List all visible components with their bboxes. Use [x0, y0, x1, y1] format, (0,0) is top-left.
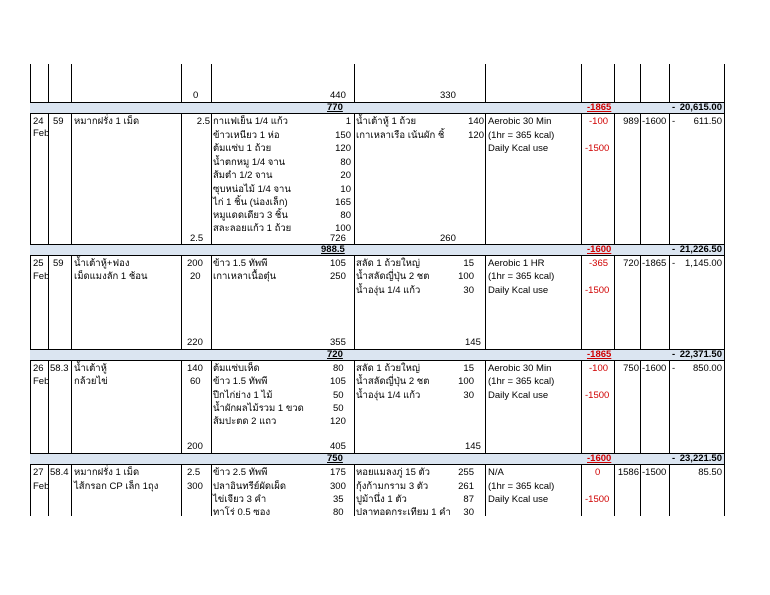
dash: -	[672, 363, 676, 374]
money: 850.00	[692, 363, 722, 374]
breakfast-cal: 140	[187, 363, 203, 374]
subtotal: 145	[465, 441, 481, 452]
daily-balance: -1600	[642, 116, 667, 127]
dinner-item: ปลาทอดกระเทียม 1 คำ	[356, 507, 451, 518]
subtotal: 145	[465, 337, 481, 348]
gridline	[71, 64, 72, 516]
lunch-cal: 80	[333, 507, 344, 518]
month: Feb	[33, 481, 50, 492]
dash: -	[672, 453, 676, 464]
row-border	[30, 349, 724, 350]
gridline	[211, 64, 212, 516]
lunch-item: ต้มแซ่บเห็ด	[213, 363, 260, 374]
month: Feb	[33, 271, 50, 282]
breakfast-cal: 60	[190, 376, 201, 387]
food-total: 750	[327, 453, 343, 464]
total-row-bg	[30, 453, 724, 464]
exercise-item: Aerobic 30 Min	[488, 363, 552, 374]
dinner-cal: 255	[458, 467, 474, 478]
dinner-item: น้ำสลัดญี่ปุ่น 2 ชต	[356, 271, 430, 282]
exercise-item: (1hr = 365 kcal)	[488, 481, 555, 492]
day: 27	[33, 467, 44, 478]
total-row-bg	[30, 102, 724, 113]
lunch-cal: 120	[330, 416, 346, 427]
lunch-cal: 80	[333, 363, 344, 374]
month: Feb	[33, 128, 50, 139]
dinner-item: กุ้งก้ามกราม 3 ตัว	[356, 481, 429, 492]
subtotal: 0	[193, 90, 199, 101]
exercise-item: (1hr = 365 kcal)	[488, 271, 555, 282]
lunch-item: หมูแดดเดียว 3 ชิ้น	[213, 210, 288, 221]
burn-value: -1500	[585, 285, 610, 296]
weight: 59	[53, 258, 64, 269]
net-kcal: 1586	[617, 467, 639, 478]
dash: -	[672, 116, 676, 127]
dinner-item: น้ำเต้าหู้ 1 ถ้วย	[356, 116, 417, 127]
cumulative-total: 22,371.50	[679, 349, 722, 360]
total-row-bg	[30, 244, 724, 255]
subtotal: 220	[187, 337, 203, 348]
dinner-item: น้ำองุ่น 1/4 แก้ว	[356, 285, 421, 296]
lunch-item: ข้าว 1.5 ทัพพี	[213, 258, 268, 269]
dash: -	[672, 102, 676, 113]
gridline	[724, 64, 725, 516]
breakfast-item: น้ำเต้าหู้	[74, 363, 107, 374]
lunch-item: ไข่เจียว 3 คำ	[213, 494, 267, 505]
cumulative-total: 20,615.00	[679, 102, 722, 113]
breakfast-item: หมากฝรั่ง 1 เม็ด	[74, 116, 140, 127]
row-border	[30, 464, 724, 465]
breakfast-cal: 2.5	[187, 467, 201, 478]
net-kcal: 720	[623, 258, 639, 269]
lunch-item: ปีกไก่ย่าง 1 ไม้	[213, 390, 273, 401]
balance-total: -1600	[587, 453, 612, 464]
gridline	[30, 64, 31, 516]
lunch-item: สละลอยแก้ว 1 ถ้วย	[213, 223, 292, 234]
daily-balance: -1865	[642, 258, 667, 269]
exercise-item: (1hr = 365 kcal)	[488, 130, 555, 141]
lunch-item: ส้มปะตด 2 แถว	[213, 416, 277, 427]
breakfast-cal: 20	[190, 271, 201, 282]
dinner-item: หอยแมลงภู่ 15 ตัว	[356, 467, 430, 478]
lunch-item: น้ำผักผลไม้รวม 1 ขวด	[213, 403, 304, 414]
food-total: 770	[327, 102, 343, 113]
breakfast-item: ไส้กรอก CP เล็ก 1ถุง	[74, 481, 159, 492]
lunch-cal: 10	[340, 184, 351, 195]
breakfast-item: เม็ดแมงลัก 1 ช้อน	[74, 271, 148, 282]
lunch-cal: 300	[330, 481, 346, 492]
dinner-item: สลัด 1 ถ้วยใหญ่	[356, 363, 420, 374]
gridline	[581, 64, 582, 516]
exercise-item: Daily Kcal use	[488, 285, 549, 296]
dinner-cal: 120	[468, 130, 484, 141]
lunch-cal: 80	[340, 210, 351, 221]
balance-total: -1600	[587, 244, 612, 255]
exercise-item: Daily Kcal use	[488, 143, 549, 154]
dinner-cal: 30	[463, 390, 474, 401]
row-border	[30, 255, 724, 256]
daily-balance: -1500	[642, 467, 667, 478]
lunch-item: ข้าว 2.5 ทัพพี	[213, 467, 268, 478]
dinner-cal: 100	[458, 376, 474, 387]
dinner-item: ปูม้านึ่ง 1 ตัว	[356, 494, 407, 505]
weight: 58.4	[50, 467, 69, 478]
gridline	[640, 64, 641, 516]
dinner-cal: 30	[463, 507, 474, 518]
exercise-item: (1hr = 365 kcal)	[488, 376, 555, 387]
breakfast-item: น้ำเต้าหู้+ฟอง	[74, 258, 130, 269]
breakfast-item: หมากฝรั่ง 1 เม็ด	[74, 467, 140, 478]
exercise-item: N/A	[488, 467, 504, 478]
breakfast-item: กล้วยไข่	[74, 376, 108, 387]
dash: -	[672, 349, 676, 360]
subtotal: 440	[330, 90, 346, 101]
subtotal: 200	[187, 441, 203, 452]
lunch-cal: 50	[333, 390, 344, 401]
dinner-cal: 100	[458, 271, 474, 282]
day: 26	[33, 363, 44, 374]
net-kcal: 989	[623, 116, 639, 127]
lunch-cal: 100	[335, 223, 351, 234]
money: 85.50	[698, 467, 722, 478]
burn-value: -100	[589, 363, 609, 374]
burn-value: -1500	[585, 143, 610, 154]
lunch-cal: 150	[335, 130, 351, 141]
subtotal: 726	[330, 233, 346, 244]
money: 1,145.00	[685, 258, 722, 269]
lunch-item: น้ำตกหมู 1/4 จาน	[213, 157, 286, 168]
food-total: 720	[327, 349, 343, 360]
dash: -	[672, 258, 676, 269]
total-row-bg	[30, 349, 724, 360]
lunch-cal: 20	[340, 170, 351, 181]
dinner-item: น้ำองุ่น 1/4 แก้ว	[356, 390, 421, 401]
lunch-cal: 80	[340, 157, 351, 168]
exercise-item: Daily Kcal use	[488, 390, 549, 401]
lunch-item: ข้าว 1.5 ทัพพี	[213, 376, 268, 387]
row-border	[30, 453, 724, 454]
lunch-cal: 250	[330, 271, 346, 282]
day: 24	[33, 116, 44, 127]
lunch-cal: 50	[333, 403, 344, 414]
dinner-cal: 15	[463, 363, 474, 374]
dinner-item: เกาเหลาเรือ เน้นผัก ชิ้	[356, 130, 445, 141]
month: Feb	[33, 376, 50, 387]
row-border	[30, 113, 724, 114]
subtotal: 355	[330, 337, 346, 348]
weight: 59	[53, 116, 64, 127]
row-border	[30, 360, 724, 361]
lunch-item: กาแฟเย็น 1/4 แก้ว	[213, 116, 288, 127]
gridline	[669, 64, 670, 516]
lunch-cal: 175	[330, 467, 346, 478]
cumulative-total: 21,226.50	[679, 244, 722, 255]
lunch-item: ข้าวเหนียว 1 ห่อ	[213, 130, 280, 141]
exercise-item: Daily Kcal use	[488, 494, 549, 505]
subtotal: 2.5	[190, 233, 204, 244]
dinner-item: สลัด 1 ถ้วยใหญ่	[356, 258, 420, 269]
dinner-cal: 15	[463, 258, 474, 269]
lunch-cal: 120	[335, 143, 351, 154]
subtotal: 260	[440, 233, 456, 244]
lunch-item: ซุบหน่อไม้ 1/4 จาน	[213, 184, 291, 195]
row-border	[30, 244, 724, 245]
lunch-item: เกาเหลาเนื้อตุ๋น	[213, 271, 277, 282]
daily-balance: -1600	[642, 363, 667, 374]
dinner-cal: 30	[463, 285, 474, 296]
dash: -	[672, 244, 676, 255]
dinner-cal: 261	[458, 481, 474, 492]
burn-value: -365	[589, 258, 609, 269]
lunch-item: ต้มแซ่บ 1 ถ้วย	[213, 143, 272, 154]
burn-value: 0	[595, 467, 601, 478]
cumulative-total: 23,221.50	[679, 453, 722, 464]
exercise-item: Aerobic 30 Min	[488, 116, 552, 127]
lunch-item: ส้มตำ 1/2 จาน	[213, 170, 273, 181]
lunch-cal: 35	[333, 494, 344, 505]
gridline	[181, 64, 182, 516]
lunch-item: ไก่ 1 ชิ้น (น่องเล็ก)	[213, 197, 288, 208]
burn-value: -1500	[585, 494, 610, 505]
lunch-cal: 165	[335, 197, 351, 208]
exercise-item: Aerobic 1 HR	[488, 258, 545, 269]
lunch-cal: 1	[345, 116, 351, 127]
gridline	[354, 64, 355, 516]
breakfast-cal: 200	[187, 258, 203, 269]
balance-total: -1865	[587, 102, 612, 113]
subtotal: 330	[440, 90, 456, 101]
day: 25	[33, 258, 44, 269]
subtotal: 405	[330, 441, 346, 452]
dinner-cal: 87	[463, 494, 474, 505]
breakfast-cal: 2.5	[196, 116, 210, 127]
lunch-cal: 105	[330, 258, 346, 269]
lunch-cal: 105	[330, 376, 346, 387]
gridline	[485, 64, 486, 516]
weight: 58.3	[50, 363, 69, 374]
row-border	[30, 102, 724, 103]
lunch-item: ทาโร่ 0.5 ซอง	[213, 507, 271, 518]
dinner-item: น้ำสลัดญี่ปุ่น 2 ชต	[356, 376, 430, 387]
net-kcal: 750	[623, 363, 639, 374]
burn-value: -1500	[585, 390, 610, 401]
dinner-cal: 140	[468, 116, 484, 127]
burn-value: -100	[589, 116, 609, 127]
breakfast-cal: 300	[187, 481, 203, 492]
food-total: 988.5	[321, 244, 345, 255]
money: 611.50	[693, 116, 722, 127]
balance-total: -1865	[587, 349, 612, 360]
lunch-item: ปลาอินทรีย์ผัดเผ็ด	[213, 481, 287, 492]
gridline	[614, 64, 615, 516]
